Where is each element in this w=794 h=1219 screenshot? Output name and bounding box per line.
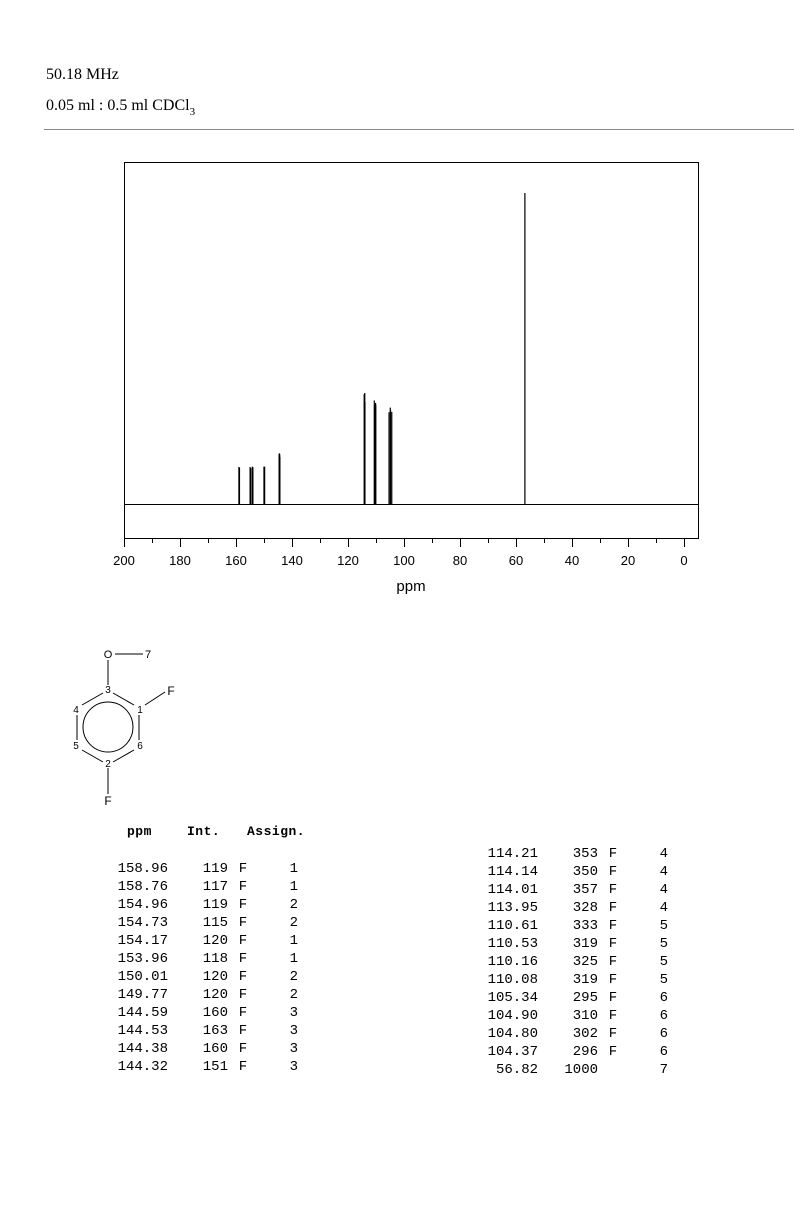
table-row — [482, 881, 668, 899]
intensity-cell: 119 — [202, 861, 228, 877]
spectrometer-frequency: 50.18 MHz — [46, 66, 119, 83]
element-cell: F — [608, 864, 618, 880]
element-cell: F — [608, 918, 618, 934]
x-axis-label: ppm — [396, 578, 426, 595]
assignment-cell: 1 — [289, 951, 298, 967]
table-row — [482, 863, 668, 881]
element-cell: F — [238, 861, 248, 877]
ppm-cell: 153.96 — [117, 951, 168, 967]
element-cell: F — [608, 1044, 618, 1060]
table-row — [112, 1004, 298, 1022]
peak-table-header — [127, 823, 327, 841]
intensity-cell: 151 — [202, 1059, 228, 1075]
table-row — [112, 968, 298, 986]
ppm-cell: 110.53 — [487, 936, 538, 952]
intensity-cell: 163 — [202, 1023, 228, 1039]
bond-6-2 — [113, 750, 134, 762]
x-tick-label: 0 — [680, 553, 688, 568]
ppm-cell: 104.90 — [487, 1008, 538, 1024]
table-row — [482, 1025, 668, 1043]
assignment-cell: 6 — [659, 1008, 668, 1024]
ppm-cell: 114.01 — [487, 882, 538, 898]
ppm-cell: 150.01 — [117, 969, 168, 985]
intensity-cell: 117 — [202, 879, 228, 895]
element-cell: F — [238, 915, 248, 931]
x-tick-label: 140 — [281, 553, 303, 568]
element-cell: F — [238, 879, 248, 895]
assignment-cell: 4 — [659, 864, 668, 880]
intensity-cell: 120 — [202, 987, 228, 1003]
table-header-cell: Assign. — [247, 824, 306, 839]
intensity-cell: 333 — [572, 918, 598, 934]
intensity-cell: 350 — [572, 864, 598, 880]
assignment-cell: 6 — [659, 990, 668, 1006]
table-header-cell: ppm — [127, 824, 152, 839]
x-tick-label: 40 — [564, 553, 580, 568]
table-row — [482, 917, 668, 935]
ppm-cell: 154.17 — [117, 933, 168, 949]
table-row — [482, 935, 668, 953]
element-cell: F — [238, 951, 248, 967]
x-tick-label: 80 — [452, 553, 468, 568]
assignment-cell: 2 — [289, 969, 298, 985]
element-cell: F — [608, 846, 618, 862]
ppm-cell: 113.95 — [487, 900, 538, 916]
intensity-cell: 357 — [572, 882, 598, 898]
ppm-cell: 154.73 — [117, 915, 168, 931]
table-row — [112, 1022, 298, 1040]
element-cell: F — [238, 1005, 248, 1021]
peak-series — [239, 193, 525, 504]
ppm-cell: 149.77 — [117, 987, 168, 1003]
element-cell: F — [608, 936, 618, 952]
x-tick-label: 200 — [113, 553, 135, 568]
intensity-cell: 120 — [202, 969, 228, 985]
assignment-cell: 6 — [659, 1026, 668, 1042]
element-cell: F — [238, 1041, 248, 1057]
atom-label-7: 7 — [144, 649, 152, 661]
table-row — [112, 896, 298, 914]
intensity-cell: 118 — [202, 951, 228, 967]
element-cell: F — [238, 933, 248, 949]
ppm-cell: 158.96 — [117, 861, 168, 877]
assignment-cell: 5 — [659, 972, 668, 988]
sample-subscript: 3 — [189, 106, 196, 118]
intensity-cell: 325 — [572, 954, 598, 970]
assignment-cell: 3 — [289, 1005, 298, 1021]
element-cell: F — [238, 969, 248, 985]
intensity-cell: 302 — [572, 1026, 598, 1042]
element-cell: F — [608, 954, 618, 970]
table-row — [482, 1061, 668, 1079]
element-cell: F — [608, 1008, 618, 1024]
atom-label-o: O — [103, 649, 113, 661]
assignment-cell: 1 — [289, 861, 298, 877]
ppm-cell: 56.82 — [495, 1062, 538, 1078]
atom-label-5: 5 — [73, 741, 79, 752]
atom-label-f-top: F — [167, 684, 175, 698]
bond-1-f — [145, 692, 165, 705]
atom-label-f-bottom: F — [104, 794, 112, 808]
ppm-cell: 104.37 — [487, 1044, 538, 1060]
assignment-cell: 5 — [659, 936, 668, 952]
assignment-cell: 7 — [659, 1062, 668, 1078]
table-row — [112, 914, 298, 932]
element-cell: F — [238, 987, 248, 1003]
ppm-cell: 144.38 — [117, 1041, 168, 1057]
atom-label-4: 4 — [73, 705, 79, 716]
table-row — [482, 953, 668, 971]
table-row — [112, 878, 298, 896]
assignment-cell: 2 — [289, 897, 298, 913]
intensity-cell: 119 — [202, 897, 228, 913]
table-row — [482, 1043, 668, 1061]
table-row — [112, 1058, 298, 1076]
ppm-cell: 158.76 — [117, 879, 168, 895]
ppm-cell: 110.08 — [487, 972, 538, 988]
assignment-cell: 5 — [659, 918, 668, 934]
ppm-cell: 110.16 — [487, 954, 538, 970]
x-tick-label: 60 — [508, 553, 524, 568]
x-tick-label: 100 — [393, 553, 415, 568]
peak-table-right — [482, 845, 668, 1079]
element-cell: F — [608, 972, 618, 988]
intensity-cell: 319 — [572, 972, 598, 988]
element-cell: F — [608, 900, 618, 916]
table-row — [112, 950, 298, 968]
table-row — [482, 989, 668, 1007]
x-tick-label: 20 — [620, 553, 636, 568]
assignment-cell: 2 — [289, 915, 298, 931]
assignment-cell: 4 — [659, 846, 668, 862]
intensity-cell: 115 — [202, 915, 228, 931]
ppm-cell: 144.59 — [117, 1005, 168, 1021]
element-cell: F — [238, 897, 248, 913]
aromatic-ring — [83, 702, 133, 752]
assignment-cell: 1 — [289, 879, 298, 895]
intensity-cell: 310 — [572, 1008, 598, 1024]
atom-label-2: 2 — [105, 759, 111, 770]
element-cell: F — [608, 882, 618, 898]
molecule-structure — [0, 0, 260, 820]
ppm-cell: 154.96 — [117, 897, 168, 913]
intensity-cell: 160 — [202, 1005, 228, 1021]
element-cell: F — [608, 1026, 618, 1042]
element-cell: F — [238, 1023, 248, 1039]
ppm-cell: 114.21 — [487, 846, 538, 862]
ppm-cell: 105.34 — [487, 990, 538, 1006]
intensity-cell: 295 — [572, 990, 598, 1006]
assignment-cell: 1 — [289, 933, 298, 949]
intensity-cell: 160 — [202, 1041, 228, 1057]
atom-label-6: 6 — [137, 741, 143, 752]
element-cell: F — [238, 1059, 248, 1075]
assignment-cell: 2 — [289, 987, 298, 1003]
atom-label-3: 3 — [105, 685, 111, 696]
ppm-cell: 114.14 — [487, 864, 538, 880]
intensity-cell: 353 — [572, 846, 598, 862]
table-row — [112, 1040, 298, 1058]
sample-text: 0.05 ml : 0.5 ml CDCl — [46, 97, 190, 114]
intensity-cell: 328 — [572, 900, 598, 916]
ppm-cell: 144.53 — [117, 1023, 168, 1039]
bond-5-2 — [82, 750, 103, 762]
x-tick-label: 120 — [337, 553, 359, 568]
table-row — [112, 932, 298, 950]
peak-table-left — [112, 860, 298, 1076]
assignment-cell: 3 — [289, 1059, 298, 1075]
assignment-cell: 5 — [659, 954, 668, 970]
x-tick-label: 180 — [169, 553, 191, 568]
ppm-cell: 104.80 — [487, 1026, 538, 1042]
table-row — [482, 971, 668, 989]
x-tick-label: 160 — [225, 553, 247, 568]
table-row — [482, 899, 668, 917]
ppm-cell: 144.32 — [117, 1059, 168, 1075]
atom-label-1: 1 — [137, 705, 143, 716]
assignment-cell: 4 — [659, 882, 668, 898]
assignment-cell: 4 — [659, 900, 668, 916]
table-row — [112, 860, 298, 878]
assignment-cell: 3 — [289, 1041, 298, 1057]
table-row — [112, 986, 298, 1004]
table-header-cell: Int. — [187, 824, 221, 839]
table-row — [482, 845, 668, 863]
assignment-cell: 3 — [289, 1023, 298, 1039]
intensity-cell: 120 — [202, 933, 228, 949]
assignment-cell: 6 — [659, 1044, 668, 1060]
intensity-cell: 296 — [572, 1044, 598, 1060]
intensity-cell: 319 — [572, 936, 598, 952]
ppm-cell: 110.61 — [487, 918, 538, 934]
element-cell: F — [608, 990, 618, 1006]
intensity-cell: 1000 — [564, 1062, 598, 1078]
table-row — [482, 1007, 668, 1025]
